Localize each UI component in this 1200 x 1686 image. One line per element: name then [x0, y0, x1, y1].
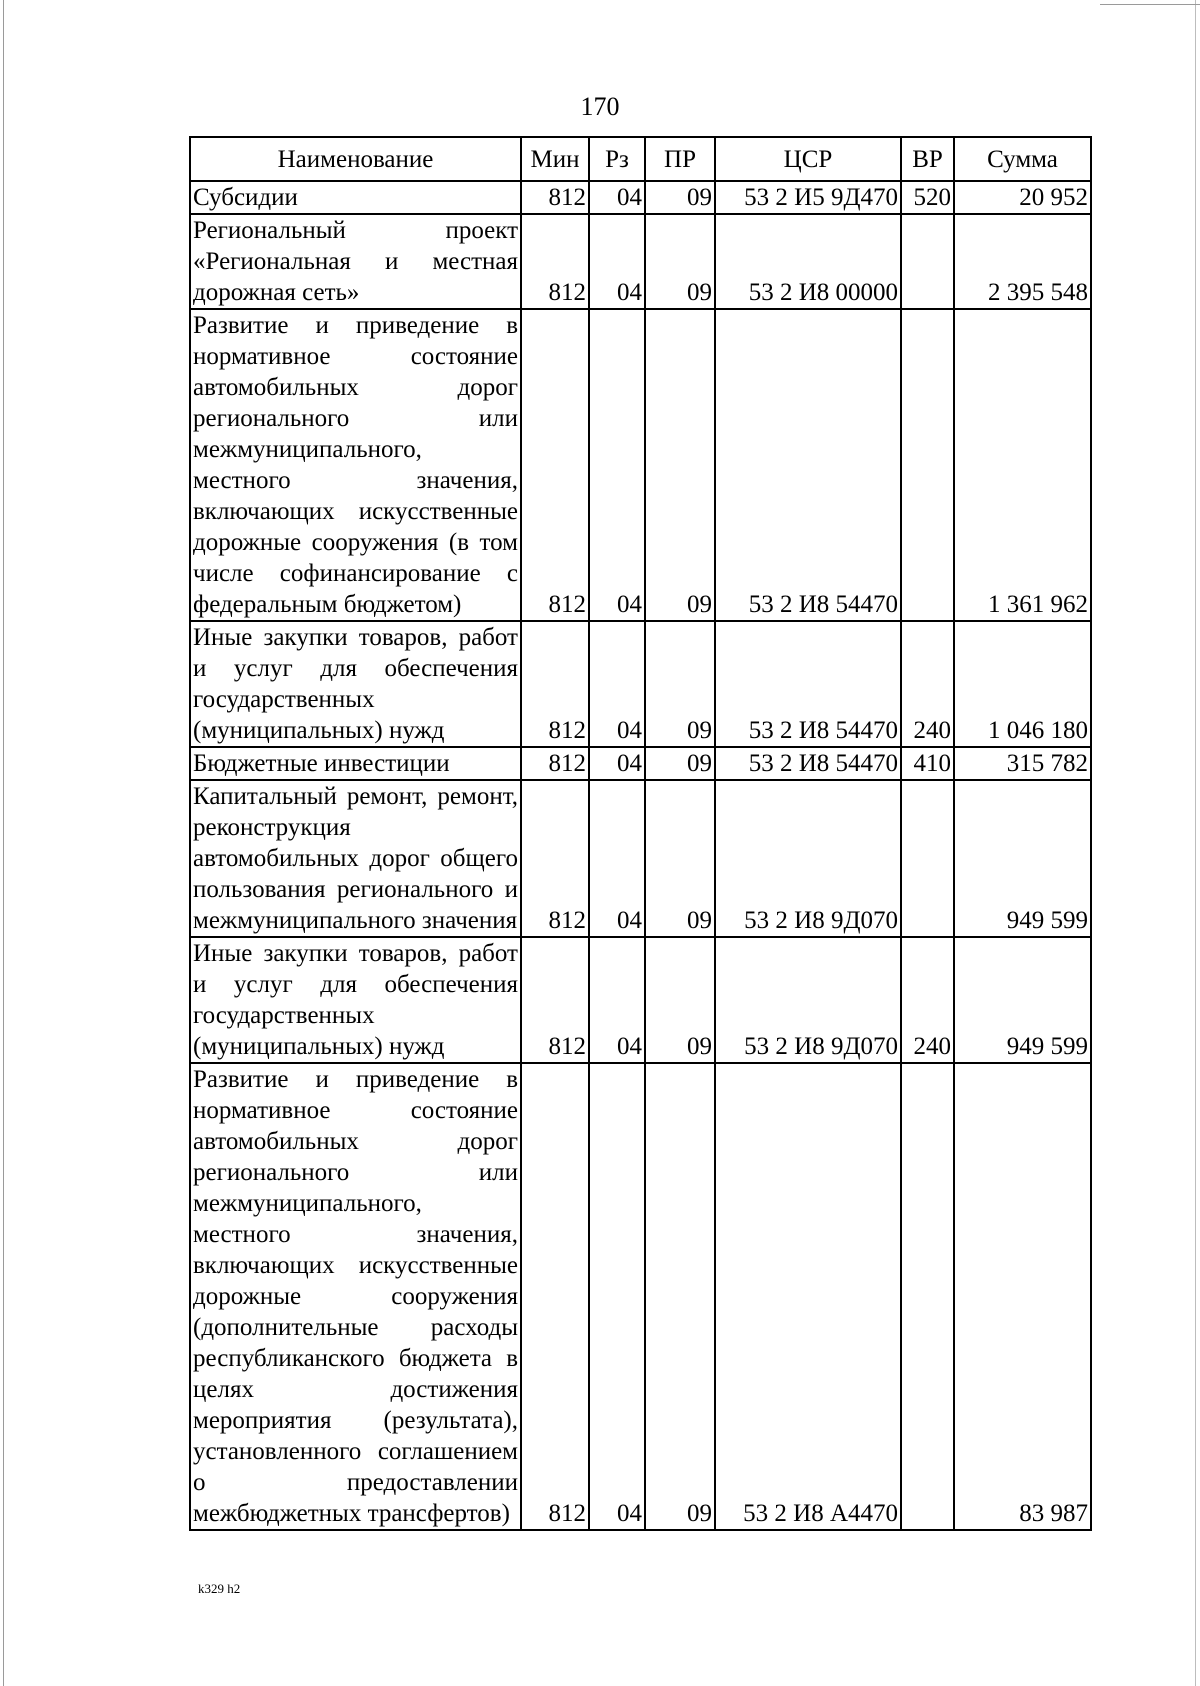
cell-pr: 09: [645, 937, 715, 1063]
table-row: [190, 621, 1091, 747]
header-rz: Рз: [589, 137, 645, 181]
table-row: [190, 747, 1091, 780]
cell-vr: [901, 780, 954, 937]
header-pr: ПР: [645, 137, 715, 181]
cell-min: 812: [521, 309, 589, 621]
scan-edge-top: [1100, 4, 1200, 5]
scan-edge-left: [3, 0, 4, 1686]
table-row: [190, 937, 1091, 1063]
cell-pr: 09: [645, 214, 715, 309]
cell-min: 812: [521, 621, 589, 747]
cell-name: Развитие и приведение в нормативное состояние автомобильных дорог регионального или межмуниципального, местного значения, включающих искусственные дорожные сооружения (дополнительные расходы республиканского бюджета в целях достижения мероприятия (результата), установленного соглашением о предоставлении межбюджетных трансфертов): [190, 1063, 521, 1530]
cell-sum: 1 046 180: [954, 621, 1091, 747]
cell-vr: [901, 214, 954, 309]
header-min: Мин: [521, 137, 589, 181]
header-csr: ЦСР: [715, 137, 901, 181]
cell-name: Развитие и приведение в нормативное состояние автомобильных дорог регионального или межмуниципального, местного значения, включающих искусственные дорожные сооружения (в том числе софинансирование с федеральным бюджетом): [190, 309, 521, 621]
budget-table: [189, 136, 1092, 1531]
cell-name: Субсидии: [190, 181, 521, 214]
cell-pr: 09: [645, 1063, 715, 1530]
cell-csr: 53 2 И8 54470: [715, 621, 901, 747]
cell-min: 812: [521, 937, 589, 1063]
cell-pr: 09: [645, 309, 715, 621]
cell-rz: 04: [589, 181, 645, 214]
cell-vr: 520: [901, 181, 954, 214]
header-vr: ВР: [901, 137, 954, 181]
cell-vr: [901, 1063, 954, 1530]
header-sum: Сумма: [954, 137, 1091, 181]
cell-name: Региональный проект «Региональная и местная дорожная сеть»: [190, 214, 521, 309]
cell-pr: 09: [645, 621, 715, 747]
page-number: 170: [580, 92, 620, 121]
cell-pr: 09: [645, 181, 715, 214]
table-row: [190, 309, 1091, 621]
scan-edge-right: [1195, 0, 1196, 1686]
cell-rz: 04: [589, 937, 645, 1063]
table-row: [190, 181, 1091, 214]
cell-rz: 04: [589, 214, 645, 309]
cell-csr: 53 2 И5 9Д470: [715, 181, 901, 214]
cell-vr: 240: [901, 937, 954, 1063]
cell-min: 812: [521, 181, 589, 214]
cell-rz: 04: [589, 1063, 645, 1530]
cell-min: 812: [521, 1063, 589, 1530]
cell-csr: 53 2 И8 00000: [715, 214, 901, 309]
cell-min: 812: [521, 747, 589, 780]
cell-vr: 240: [901, 621, 954, 747]
cell-csr: 53 2 И8 9Д070: [715, 937, 901, 1063]
header-name: Наименование: [190, 137, 521, 181]
cell-sum: 949 599: [954, 780, 1091, 937]
cell-min: 812: [521, 214, 589, 309]
cell-sum: 2 395 548: [954, 214, 1091, 309]
cell-sum: 1 361 962: [954, 309, 1091, 621]
cell-vr: [901, 309, 954, 621]
cell-name: Капитальный ремонт, ремонт, реконструкция автомобильных дорог общего пользования регионального и межмуниципального значения: [190, 780, 521, 937]
table-row: [190, 214, 1091, 309]
footer-code: k329 h2: [198, 1581, 241, 1596]
cell-name: Иные закупки товаров, работ и услуг для обеспечения государственных (муниципальных) нужд: [190, 937, 521, 1063]
cell-pr: 09: [645, 780, 715, 937]
table-header-row: [190, 137, 1091, 181]
cell-rz: 04: [589, 621, 645, 747]
cell-name: Бюджетные инвестиции: [190, 747, 521, 780]
cell-min: 812: [521, 780, 589, 937]
cell-csr: 53 2 И8 54470: [715, 309, 901, 621]
cell-rz: 04: [589, 309, 645, 621]
cell-sum: 315 782: [954, 747, 1091, 780]
cell-csr: 53 2 И8 А4470: [715, 1063, 901, 1530]
cell-sum: 20 952: [954, 181, 1091, 214]
cell-sum: 949 599: [954, 937, 1091, 1063]
cell-csr: 53 2 И8 54470: [715, 747, 901, 780]
cell-name: Иные закупки товаров, работ и услуг для обеспечения государственных (муниципальных) нужд: [190, 621, 521, 747]
cell-rz: 04: [589, 747, 645, 780]
table-row: [190, 780, 1091, 937]
cell-pr: 09: [645, 747, 715, 780]
cell-sum: 83 987: [954, 1063, 1091, 1530]
cell-csr: 53 2 И8 9Д070: [715, 780, 901, 937]
cell-rz: 04: [589, 780, 645, 937]
cell-vr: 410: [901, 747, 954, 780]
table-row: [190, 1063, 1091, 1530]
